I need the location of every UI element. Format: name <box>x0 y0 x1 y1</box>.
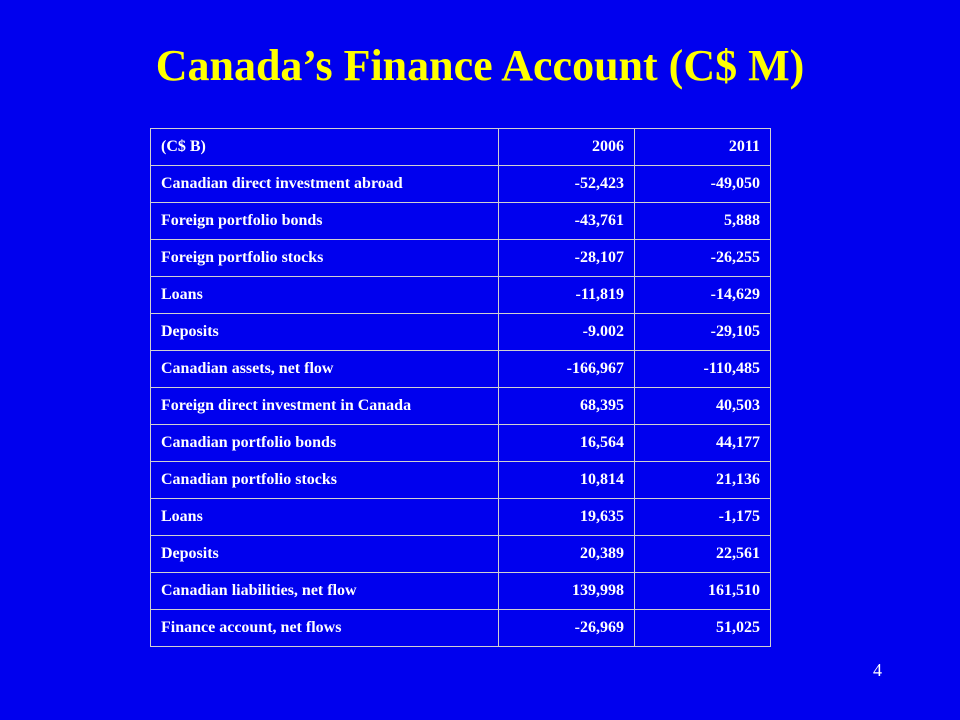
table-row <box>151 462 771 499</box>
value-2011: 51,025 <box>635 610 771 647</box>
value-2011: 161,510 <box>635 573 771 610</box>
table-row <box>151 240 771 277</box>
value-2006: -9.002 <box>499 314 635 351</box>
value-2006: 68,395 <box>499 388 635 425</box>
row-label: Canadian liabilities, net flow <box>151 573 499 610</box>
row-label: Deposits <box>151 314 499 351</box>
table-row <box>151 314 771 351</box>
row-label: Canadian portfolio bonds <box>151 425 499 462</box>
header-year-2011: 2011 <box>635 129 771 166</box>
value-2006: 16,564 <box>499 425 635 462</box>
table-row <box>151 425 771 462</box>
value-2011: 5,888 <box>635 203 771 240</box>
value-2011: 44,177 <box>635 425 771 462</box>
row-label: Loans <box>151 499 499 536</box>
table-row <box>151 203 771 240</box>
table-row <box>151 277 771 314</box>
value-2011: 21,136 <box>635 462 771 499</box>
finance-table-container <box>150 128 770 647</box>
row-label: Finance account, net flows <box>151 610 499 647</box>
row-label: Foreign portfolio bonds <box>151 203 499 240</box>
row-label: Canadian assets, net flow <box>151 351 499 388</box>
value-2006: -28,107 <box>499 240 635 277</box>
value-2006: -43,761 <box>499 203 635 240</box>
table-row <box>151 351 771 388</box>
value-2011: -29,105 <box>635 314 771 351</box>
row-label: Canadian direct investment abroad <box>151 166 499 203</box>
table-row <box>151 499 771 536</box>
row-label: Loans <box>151 277 499 314</box>
table-row <box>151 166 771 203</box>
header-year-2006: 2006 <box>499 129 635 166</box>
row-label: Canadian portfolio stocks <box>151 462 499 499</box>
value-2006: -166,967 <box>499 351 635 388</box>
table-row <box>151 610 771 647</box>
table-row <box>151 536 771 573</box>
value-2006: 19,635 <box>499 499 635 536</box>
value-2011: -14,629 <box>635 277 771 314</box>
value-2006: 10,814 <box>499 462 635 499</box>
value-2011: 40,503 <box>635 388 771 425</box>
value-2011: -49,050 <box>635 166 771 203</box>
value-2011: -110,485 <box>635 351 771 388</box>
value-2011: 22,561 <box>635 536 771 573</box>
value-2011: -26,255 <box>635 240 771 277</box>
finance-account-table <box>150 128 771 647</box>
header-units: (C$ B) <box>151 129 499 166</box>
value-2006: -26,969 <box>499 610 635 647</box>
slide-title: Canada’s Finance Account (C$ M) <box>155 41 805 90</box>
row-label: Foreign portfolio stocks <box>151 240 499 277</box>
row-label: Foreign direct investment in Canada <box>151 388 499 425</box>
value-2011: -1,175 <box>635 499 771 536</box>
value-2006: 20,389 <box>499 536 635 573</box>
value-2006: -52,423 <box>499 166 635 203</box>
page-number: 4 <box>873 660 882 680</box>
table-header-row <box>151 129 771 166</box>
value-2006: -11,819 <box>499 277 635 314</box>
value-2006: 139,998 <box>499 573 635 610</box>
table-row <box>151 573 771 610</box>
row-label: Deposits <box>151 536 499 573</box>
table-row <box>151 388 771 425</box>
